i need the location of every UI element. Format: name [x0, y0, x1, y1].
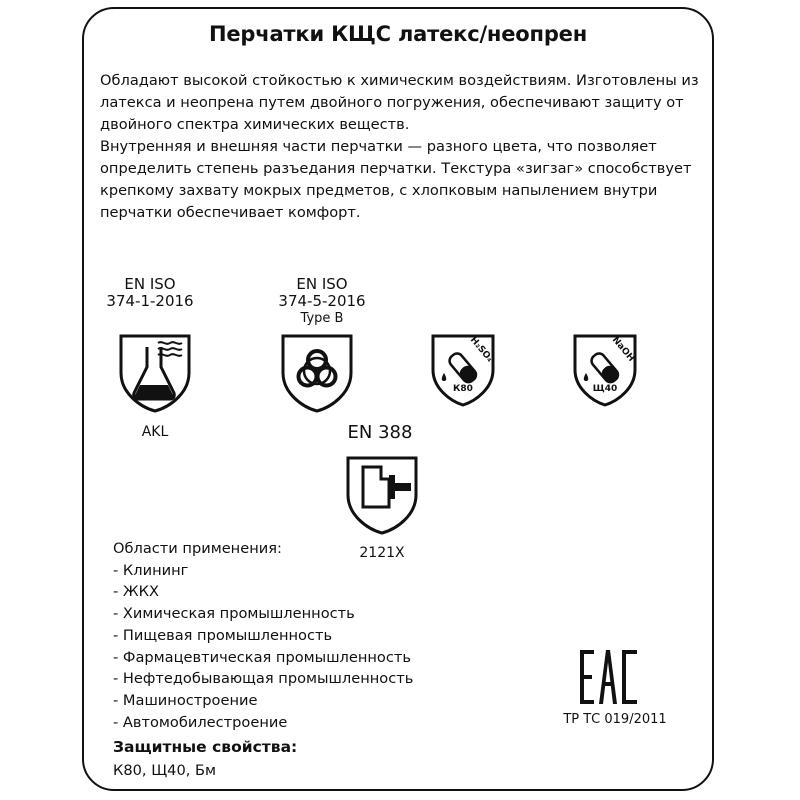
alkali-tube-icon — [572, 333, 638, 407]
description — [100, 70, 700, 224]
standard-code: AKL — [141, 424, 169, 440]
list-item: - Машиностроение — [113, 691, 258, 709]
acid-tube-icon — [430, 333, 496, 407]
acid-formula: H₂SO₄ — [467, 335, 495, 365]
standard-type: Type B — [300, 311, 344, 326]
description-line: латекса и неопрена путем двойного погружения, обеспечивают защиту от — [100, 94, 684, 111]
page-title: Перчатки КЩС латекс/неопрен — [208, 22, 588, 46]
list-item: - ЖКХ — [113, 583, 159, 601]
biohazard-icon — [280, 333, 354, 413]
eac-logo-icon — [580, 650, 638, 704]
list-item: - Фармацевтическая промышленность — [113, 648, 411, 666]
areas-title: Области применения: — [113, 540, 282, 557]
standard-name: EN ISO — [124, 275, 176, 293]
mechanical-hammer-icon — [345, 455, 419, 535]
list-item: - Клининг — [113, 561, 189, 579]
acid-code: К80 — [453, 384, 473, 394]
standard-number: 374-5-2016 — [278, 292, 366, 310]
description-line: перчатки обеспечивает комфорт. — [100, 204, 361, 221]
alkali-formula: NaOH — [609, 335, 636, 364]
description-line: Обладают высокой стойкостью к химическим воздействиям. Изготовлены из — [100, 72, 699, 89]
standard-number: 374-1-2016 — [106, 292, 194, 310]
list-item: - Автомобилестроение — [113, 713, 288, 731]
certification-text: ТР ТС 019/2011 — [563, 712, 667, 727]
list-item: - Нефтедобывающая промышленность — [113, 670, 414, 688]
application-areas — [113, 538, 413, 733]
standard-mechanical-label: EN 388 — [347, 422, 413, 443]
standard-code: 2121X — [359, 545, 405, 561]
list-item: - Пищевая промышленность — [113, 626, 333, 644]
protection-title: Защитные свойства: — [113, 738, 298, 756]
description-line: Внутренняя и внешняя части перчатки — разного цвета, что позволяет — [100, 138, 657, 155]
standard-name: EN ISO — [296, 275, 348, 293]
list-item: - Химическая промышленность — [113, 605, 355, 623]
chemical-flask-icon — [118, 333, 192, 413]
protection-value: К80, Щ40, Бм — [113, 762, 217, 779]
description-line: крепкому захвату мокрых предметов, с хлопковым напылением внутри — [100, 182, 658, 199]
alkali-code: Щ40 — [592, 384, 618, 394]
description-line: двойного спектра химических веществ. — [100, 116, 410, 133]
standard-micro-label — [262, 276, 382, 327]
description-line: определить степень разъедания перчатки. Текстура «зигзаг» способствует — [100, 160, 692, 177]
standard-chemical-label — [95, 276, 205, 310]
